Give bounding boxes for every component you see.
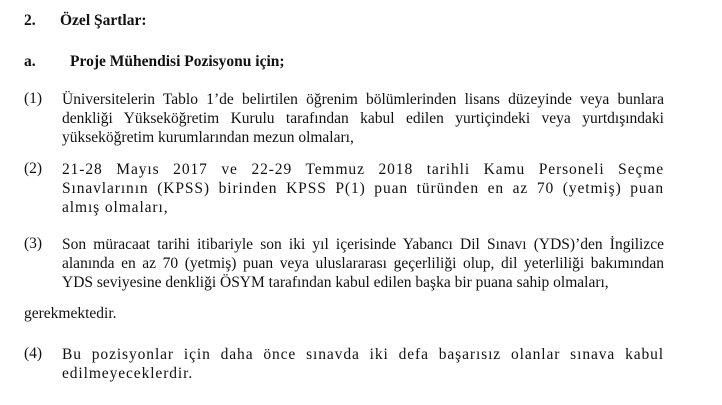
list-item-number: (4) [24, 345, 43, 362]
section-number: 2. [24, 12, 36, 29]
list-item-text: Üniversitelerin Tablo 1’de belirtilen öğrenim bölümlerinden lisans düzeyinde veya bunlara denkliği Yükseköğretim Kurulu tarafından kabul edilen yurtiçindeki veya yurtdışındaki yükseköğretim kurumlarından mezun olmaları, [62, 91, 664, 146]
list-item-text: Son müracaat tarihi itibariyle son iki yıl içerisinde Yabancı Dil Sınavı (YDS)’den İngilizce alanında en az 70 (yetmiş) puan veya uluslararası geçerliliği olup, dil yeterliliği bakımından YDS seviyesine denkliği ÖSYM tarafından kabul edilen başka bir puana sahip olmaları, [62, 236, 664, 291]
list-item-number: (1) [24, 90, 43, 107]
list-item-3 [24, 235, 664, 292]
subsection-letter: a. [24, 53, 36, 70]
subsection-heading [24, 53, 285, 71]
list-item-text: Bu pozisyonlar için daha önce sınavda iki defa başarısız olanlar sınava kabul edilmeyeceklerdir. [62, 346, 664, 382]
closing-text: gerekmektedir. [24, 305, 117, 322]
list-item-4 [24, 345, 664, 383]
list-item-text: 21-28 Mayıs 2017 ve 22-29 Temmuz 2018 tarihli Kamu Personeli Seçme Sınavlarının (KPSS) birinden KPSS P(1) puan türünden en az 70 (yetmiş) puan almış olmaları, [62, 161, 664, 216]
subsection-title: Proje Mühendisi Pozisyonu için; [70, 53, 285, 70]
list-item-number: (2) [24, 160, 43, 177]
list-item-2 [24, 160, 664, 217]
section-title: Özel Şartlar: [60, 12, 147, 29]
section-heading [24, 12, 147, 30]
list-item-1 [24, 90, 664, 147]
list-item-number: (3) [24, 235, 43, 252]
